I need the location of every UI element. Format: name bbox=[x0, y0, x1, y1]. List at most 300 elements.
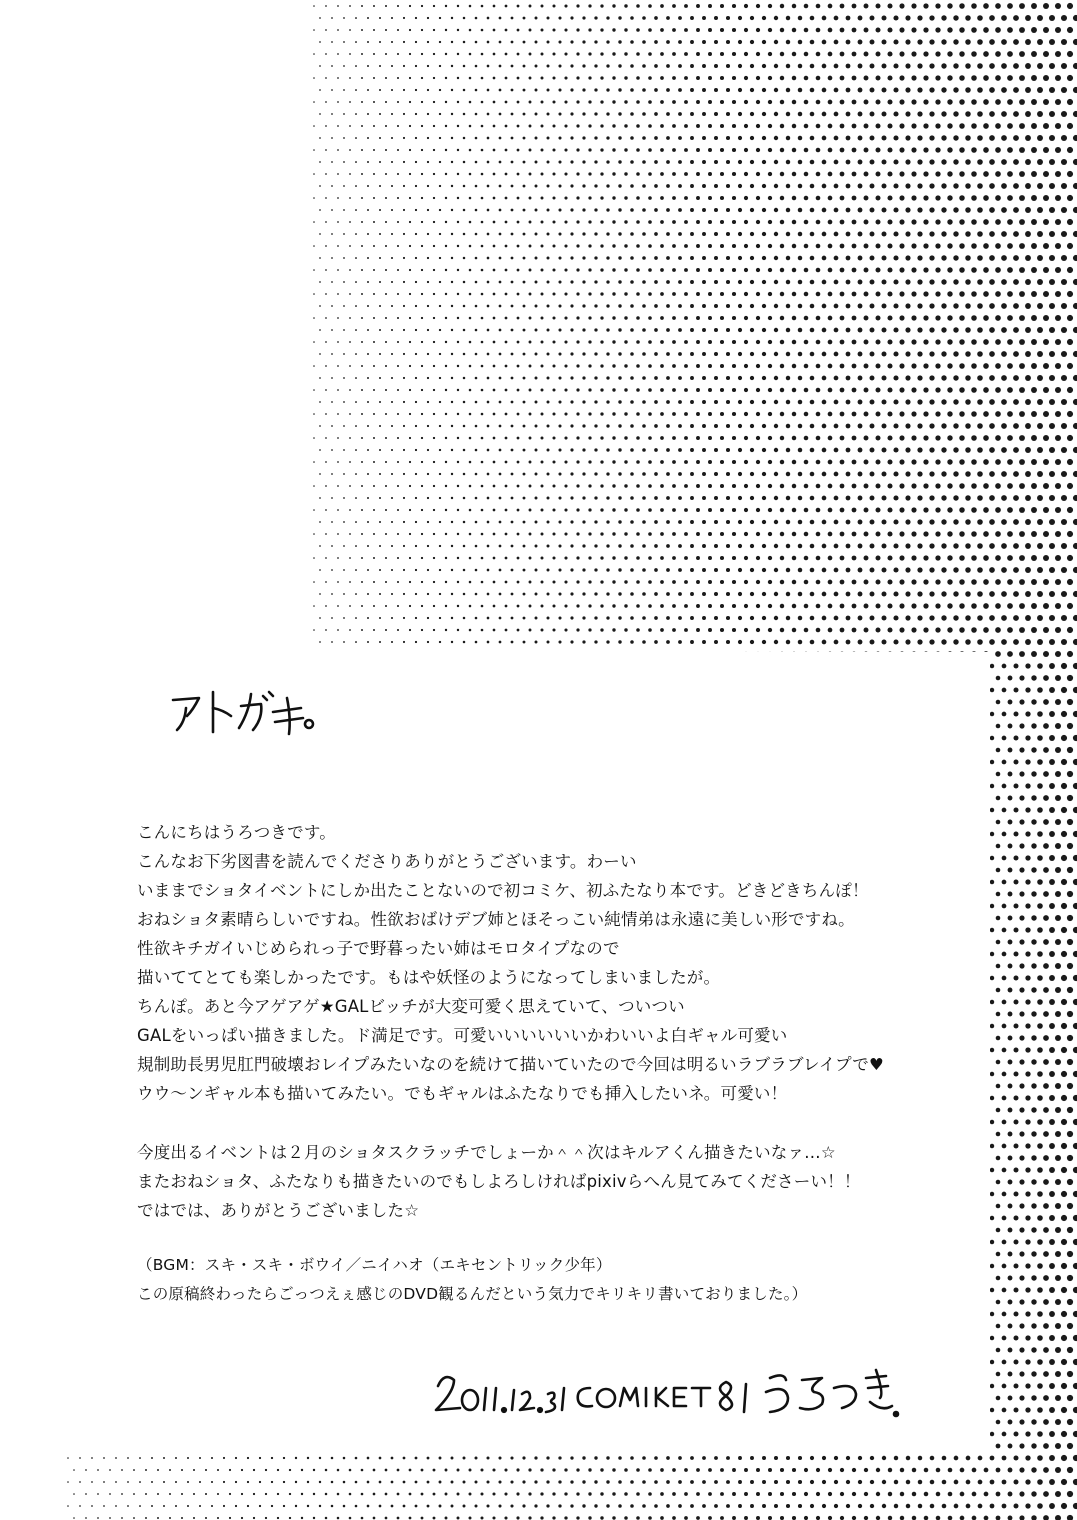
halftone-dot bbox=[1002, 1408, 1007, 1413]
halftone-dot bbox=[1002, 1360, 1007, 1365]
halftone-dot bbox=[900, 1516, 904, 1520]
halftone-dot bbox=[457, 1469, 460, 1472]
halftone-dot bbox=[349, 389, 351, 391]
halftone-dot bbox=[876, 436, 881, 441]
halftone-dot bbox=[445, 557, 447, 559]
halftone-dot bbox=[505, 581, 508, 584]
halftone-dot bbox=[343, 185, 345, 187]
halftone-dot bbox=[774, 424, 778, 428]
halftone-dot bbox=[439, 353, 441, 355]
halftone-dot bbox=[887, 603, 892, 608]
halftone-dot bbox=[744, 1492, 748, 1496]
halftone-dot bbox=[678, 40, 682, 44]
halftone-dot bbox=[822, 40, 827, 45]
halftone-dot bbox=[929, 615, 934, 620]
halftone-dot bbox=[977, 639, 983, 645]
halftone-dot bbox=[439, 17, 441, 19]
halftone-dot bbox=[887, 435, 892, 440]
halftone-dot bbox=[385, 29, 387, 31]
halftone-dot bbox=[612, 268, 615, 271]
halftone-dot bbox=[923, 483, 928, 488]
halftone-dot bbox=[648, 292, 652, 296]
halftone-dot bbox=[786, 1480, 790, 1484]
halftone-dot bbox=[421, 269, 423, 271]
halftone-dot bbox=[570, 160, 573, 163]
halftone-dot bbox=[1061, 1431, 1067, 1437]
halftone-dot bbox=[181, 1493, 183, 1495]
halftone-dot bbox=[1055, 531, 1061, 537]
halftone-dot bbox=[1013, 1263, 1018, 1268]
halftone-dot bbox=[1055, 315, 1061, 321]
halftone-dot bbox=[385, 269, 387, 271]
halftone-dot bbox=[1019, 747, 1024, 752]
halftone-dot bbox=[1067, 339, 1073, 345]
halftone-dot bbox=[582, 544, 585, 547]
halftone-dot bbox=[1037, 111, 1043, 117]
halftone-dot bbox=[547, 497, 550, 500]
halftone-dot bbox=[684, 52, 688, 56]
halftone-dot bbox=[1019, 819, 1024, 824]
halftone-dot bbox=[409, 365, 411, 367]
halftone-dot bbox=[1055, 1419, 1061, 1425]
halftone-dot bbox=[678, 544, 682, 548]
halftone-dot bbox=[570, 208, 573, 211]
halftone-dot bbox=[858, 448, 863, 453]
halftone-dot bbox=[893, 255, 898, 260]
halftone-dot bbox=[696, 604, 700, 608]
halftone-dot bbox=[1001, 207, 1007, 213]
halftone-dot bbox=[828, 316, 833, 321]
body-line: いままでショタイベントにしか出たことないので初コミケ、初ふたなり本です。どきどきちんぽ！ bbox=[137, 881, 869, 900]
halftone-dot bbox=[1025, 1239, 1030, 1244]
halftone-dot bbox=[642, 352, 646, 356]
halftone-dot bbox=[684, 364, 688, 368]
halftone-dot bbox=[397, 389, 399, 391]
halftone-dot bbox=[373, 53, 375, 55]
halftone-dot bbox=[379, 449, 381, 451]
halftone-dot bbox=[1019, 51, 1025, 57]
halftone-dot bbox=[535, 161, 538, 164]
halftone-dot bbox=[433, 365, 435, 367]
halftone-dot bbox=[505, 245, 508, 248]
halftone-dot bbox=[983, 363, 989, 369]
halftone-dot bbox=[756, 1516, 760, 1520]
halftone-dot bbox=[983, 339, 989, 345]
halftone-dot bbox=[385, 437, 387, 439]
halftone-dot bbox=[259, 1457, 261, 1459]
halftone-dot bbox=[989, 183, 995, 189]
halftone-dot bbox=[1043, 1155, 1049, 1161]
halftone-dot bbox=[648, 28, 652, 32]
halftone-dot bbox=[541, 509, 544, 512]
halftone-dot bbox=[1067, 699, 1073, 705]
halftone-dot bbox=[732, 268, 736, 272]
halftone-dot bbox=[409, 245, 411, 247]
halftone-dot bbox=[319, 281, 321, 283]
halftone-dot bbox=[600, 316, 603, 319]
halftone-dot bbox=[493, 365, 496, 368]
halftone-dot bbox=[923, 219, 928, 224]
halftone-dot bbox=[535, 377, 538, 380]
halftone-dot bbox=[630, 520, 634, 524]
halftone-dot bbox=[1031, 1131, 1036, 1136]
halftone-dot bbox=[977, 135, 983, 141]
halftone-dot bbox=[822, 1504, 826, 1508]
halftone-dot bbox=[157, 1517, 159, 1519]
afterword-title bbox=[165, 678, 315, 744]
halftone-dot bbox=[241, 1493, 243, 1495]
halftone-dot bbox=[1073, 447, 1077, 453]
halftone-dot bbox=[427, 17, 429, 19]
halftone-dot bbox=[1049, 1359, 1055, 1365]
halftone-dot bbox=[558, 424, 561, 427]
halftone-dot bbox=[923, 531, 928, 536]
halftone-dot bbox=[1008, 820, 1013, 825]
halftone-dot bbox=[923, 459, 928, 464]
halftone-dot bbox=[451, 329, 453, 331]
halftone-dot bbox=[427, 353, 429, 355]
halftone-dot bbox=[666, 592, 670, 596]
halftone-dot bbox=[756, 172, 760, 176]
halftone-dot bbox=[666, 64, 670, 68]
halftone-dot bbox=[840, 628, 845, 633]
halftone-dot bbox=[1055, 459, 1061, 465]
halftone-dot bbox=[822, 184, 827, 189]
halftone-dot bbox=[1073, 87, 1077, 93]
halftone-dot bbox=[1055, 387, 1061, 393]
halftone-dot bbox=[337, 5, 339, 7]
halftone-dot bbox=[1061, 375, 1067, 381]
halftone-dot bbox=[1073, 111, 1077, 117]
halftone-dot bbox=[840, 148, 845, 153]
halftone-dot bbox=[355, 185, 357, 187]
halftone-dot bbox=[666, 1480, 670, 1484]
halftone-dot bbox=[439, 185, 441, 187]
halftone-dot bbox=[1025, 111, 1031, 117]
halftone-dot bbox=[523, 41, 526, 44]
halftone-dot bbox=[510, 1504, 513, 1507]
halftone-dot bbox=[983, 435, 989, 441]
halftone-dot bbox=[529, 173, 532, 176]
halftone-dot bbox=[708, 508, 712, 512]
halftone-dot bbox=[427, 161, 429, 163]
halftone-dot bbox=[846, 448, 851, 453]
halftone-dot bbox=[714, 1456, 718, 1460]
halftone-dot bbox=[421, 77, 423, 79]
halftone-dot bbox=[1025, 1455, 1030, 1460]
halftone-dot bbox=[475, 329, 478, 332]
halftone-dot bbox=[349, 533, 351, 535]
halftone-dot bbox=[505, 341, 508, 344]
halftone-dot bbox=[475, 449, 478, 452]
halftone-dot bbox=[840, 4, 845, 9]
halftone-dot bbox=[379, 593, 381, 595]
halftone-dot bbox=[517, 341, 520, 344]
halftone-dot bbox=[367, 113, 369, 115]
halftone-dot bbox=[253, 1517, 255, 1519]
halftone-dot bbox=[361, 413, 363, 415]
halftone-dot bbox=[1049, 1143, 1055, 1149]
halftone-dot bbox=[696, 244, 700, 248]
halftone-dot bbox=[523, 641, 526, 644]
halftone-dot bbox=[894, 1504, 898, 1508]
halftone-dot bbox=[612, 628, 615, 631]
halftone-dot bbox=[558, 592, 561, 595]
halftone-dot bbox=[576, 484, 579, 487]
halftone-dot bbox=[445, 605, 447, 607]
halftone-dot bbox=[648, 1492, 652, 1496]
halftone-dot bbox=[798, 424, 803, 429]
halftone-dot bbox=[505, 269, 508, 272]
halftone-dot bbox=[858, 328, 863, 333]
halftone-dot bbox=[816, 4, 821, 9]
halftone-dot bbox=[822, 16, 827, 21]
halftone-dot bbox=[1002, 928, 1007, 933]
halftone-dot bbox=[1073, 639, 1077, 645]
halftone-dot bbox=[361, 293, 363, 295]
halftone-dot bbox=[905, 495, 910, 500]
halftone-dot bbox=[498, 1456, 501, 1459]
halftone-dot bbox=[822, 160, 827, 165]
halftone-dot bbox=[1055, 51, 1061, 57]
halftone-dot bbox=[899, 387, 904, 392]
halftone-dot bbox=[768, 436, 772, 440]
halftone-dot bbox=[385, 53, 387, 55]
halftone-dot bbox=[367, 233, 369, 235]
halftone-dot bbox=[564, 196, 567, 199]
halftone-dot bbox=[535, 425, 538, 428]
halftone-dot bbox=[828, 52, 833, 57]
halftone-dot bbox=[881, 375, 886, 380]
halftone-dot bbox=[780, 340, 784, 344]
halftone-dot bbox=[852, 196, 857, 201]
halftone-dot bbox=[1037, 543, 1043, 549]
halftone-dot bbox=[1031, 1011, 1036, 1016]
halftone-dot bbox=[541, 317, 544, 320]
halftone-dot bbox=[481, 5, 484, 8]
halftone-dot bbox=[828, 484, 833, 489]
halftone-dot bbox=[983, 147, 989, 153]
halftone-dot bbox=[1031, 1347, 1036, 1352]
halftone-dot bbox=[881, 399, 886, 404]
halftone-dot bbox=[439, 89, 441, 91]
halftone-dot bbox=[516, 1468, 519, 1471]
halftone-dot bbox=[1037, 687, 1043, 693]
halftone-dot bbox=[547, 329, 550, 332]
halftone-dot bbox=[714, 88, 718, 92]
halftone-dot bbox=[917, 135, 922, 140]
halftone-dot bbox=[726, 280, 730, 284]
halftone-dot bbox=[1019, 339, 1025, 345]
halftone-dot bbox=[762, 400, 766, 404]
halftone-dot bbox=[708, 532, 712, 536]
halftone-dot bbox=[804, 556, 809, 561]
halftone-dot bbox=[636, 364, 640, 368]
halftone-dot bbox=[594, 136, 597, 139]
halftone-dot bbox=[876, 532, 881, 537]
halftone-dot bbox=[983, 171, 989, 177]
halftone-dot bbox=[648, 52, 652, 56]
halftone-dot bbox=[630, 304, 634, 308]
halftone-dot bbox=[636, 388, 640, 392]
halftone-dot bbox=[768, 364, 772, 368]
halftone-dot bbox=[732, 604, 736, 608]
halftone-dot bbox=[965, 15, 971, 21]
halftone-dot bbox=[199, 1457, 201, 1459]
halftone-dot bbox=[600, 76, 603, 79]
halftone-dot bbox=[564, 364, 567, 367]
halftone-dot bbox=[552, 316, 555, 319]
halftone-dot bbox=[642, 424, 646, 428]
halftone-dot bbox=[564, 172, 567, 175]
halftone-dot bbox=[642, 1456, 646, 1460]
halftone-dot bbox=[1007, 123, 1013, 129]
halftone-dot bbox=[1049, 183, 1055, 189]
halftone-dot bbox=[487, 329, 490, 332]
halftone-dot bbox=[463, 17, 466, 20]
halftone-dot bbox=[726, 1480, 730, 1484]
halftone-dot bbox=[744, 124, 748, 128]
halftone-dot bbox=[475, 305, 478, 308]
halftone-dot bbox=[984, 1492, 989, 1497]
halftone-dot bbox=[810, 568, 815, 573]
halftone-dot bbox=[409, 413, 411, 415]
halftone-dot bbox=[822, 232, 827, 237]
halftone-dot bbox=[67, 1457, 69, 1459]
halftone-dot bbox=[953, 255, 958, 260]
halftone-dot bbox=[834, 160, 839, 165]
halftone-dot bbox=[816, 460, 821, 465]
halftone-dot bbox=[1025, 1191, 1030, 1196]
halftone-dot bbox=[1073, 1263, 1077, 1269]
halftone-dot bbox=[385, 341, 387, 343]
halftone-dot bbox=[313, 5, 315, 7]
halftone-dot bbox=[481, 341, 484, 344]
halftone-dot bbox=[361, 533, 363, 535]
halftone-dot bbox=[684, 460, 688, 464]
halftone-dot bbox=[935, 627, 940, 632]
halftone-dot bbox=[738, 64, 742, 68]
halftone-dot bbox=[960, 1468, 965, 1473]
halftone-dot bbox=[804, 604, 809, 609]
halftone-dot bbox=[1025, 1263, 1030, 1268]
halftone-dot bbox=[941, 447, 946, 452]
halftone-dot bbox=[720, 316, 724, 320]
halftone-dot bbox=[1055, 1515, 1061, 1520]
halftone-dot bbox=[786, 472, 790, 476]
halftone-dot bbox=[109, 1517, 111, 1519]
halftone-dot bbox=[445, 1517, 448, 1520]
halftone-dot bbox=[708, 460, 712, 464]
halftone-dot bbox=[1049, 1479, 1055, 1485]
halftone-dot bbox=[744, 340, 748, 344]
halftone-dot bbox=[876, 220, 881, 225]
halftone-dot bbox=[798, 136, 803, 141]
halftone-dot bbox=[995, 411, 1001, 417]
halftone-dot bbox=[564, 148, 567, 151]
halftone-dot bbox=[702, 592, 706, 596]
halftone-dot bbox=[846, 256, 851, 261]
halftone-dot bbox=[349, 269, 351, 271]
halftone-dot bbox=[325, 389, 327, 391]
halftone-dot bbox=[373, 437, 375, 439]
halftone-dot bbox=[612, 580, 615, 583]
halftone-dot bbox=[858, 544, 863, 549]
halftone-dot bbox=[732, 1468, 736, 1472]
halftone-dot bbox=[1049, 927, 1055, 933]
halftone-dot bbox=[624, 484, 627, 487]
halftone-dot bbox=[941, 183, 946, 188]
halftone-dot bbox=[1061, 231, 1067, 237]
halftone-dot bbox=[594, 520, 597, 523]
halftone-dot bbox=[1055, 267, 1061, 273]
halftone-dot bbox=[463, 377, 466, 380]
halftone-dot bbox=[989, 471, 995, 477]
halftone-dot bbox=[481, 509, 484, 512]
halftone-dot bbox=[881, 519, 886, 524]
halftone-dot bbox=[893, 519, 898, 524]
halftone-dot bbox=[1037, 327, 1043, 333]
halftone-dot bbox=[1061, 1215, 1067, 1221]
halftone-dot bbox=[355, 497, 357, 499]
halftone-dot bbox=[953, 159, 958, 164]
halftone-dot bbox=[630, 136, 634, 140]
halftone-dot bbox=[1025, 735, 1030, 740]
halftone-dot bbox=[355, 473, 357, 475]
halftone-dot bbox=[864, 364, 869, 369]
halftone-dot bbox=[517, 485, 520, 488]
halftone-dot bbox=[235, 1481, 237, 1483]
halftone-dot bbox=[720, 508, 724, 512]
halftone-dot bbox=[588, 580, 591, 583]
halftone-dot bbox=[720, 388, 724, 392]
halftone-dot bbox=[337, 293, 339, 295]
halftone-dot bbox=[576, 388, 579, 391]
halftone-dot bbox=[427, 473, 429, 475]
halftone-dot bbox=[463, 569, 466, 572]
halftone-dot bbox=[1043, 51, 1049, 57]
halftone-dot bbox=[529, 581, 532, 584]
halftone-dot bbox=[1061, 1287, 1067, 1293]
halftone-dot bbox=[558, 400, 561, 403]
halftone-dot bbox=[942, 1504, 947, 1509]
halftone-dot bbox=[1055, 843, 1061, 849]
halftone-dot bbox=[541, 485, 544, 488]
halftone-dot bbox=[702, 400, 706, 404]
halftone-dot bbox=[1043, 315, 1049, 321]
halftone-dot bbox=[996, 1324, 1001, 1329]
halftone-dot bbox=[1073, 591, 1077, 597]
halftone-dot bbox=[1073, 615, 1077, 621]
halftone-dot bbox=[1013, 1071, 1018, 1076]
halftone-dot bbox=[552, 628, 555, 631]
halftone-dot bbox=[1043, 1131, 1049, 1137]
halftone-dot bbox=[804, 172, 809, 177]
halftone-dot bbox=[941, 375, 946, 380]
body-line: 今度出るイベントは２月のショタスクラッチでしょーか＾＾次はキルアくん描きたいなァ…☆ bbox=[137, 1143, 836, 1162]
halftone-dot bbox=[720, 628, 724, 632]
halftone-dot bbox=[1067, 579, 1073, 585]
halftone-dot bbox=[552, 76, 555, 79]
halftone-dot bbox=[343, 137, 345, 139]
halftone-dot bbox=[930, 1480, 935, 1485]
halftone-dot bbox=[648, 436, 652, 440]
halftone-dot bbox=[702, 520, 706, 524]
halftone-dot bbox=[403, 281, 405, 283]
halftone-dot bbox=[313, 269, 315, 271]
halftone-dot bbox=[319, 377, 321, 379]
halftone-dot bbox=[786, 376, 790, 380]
